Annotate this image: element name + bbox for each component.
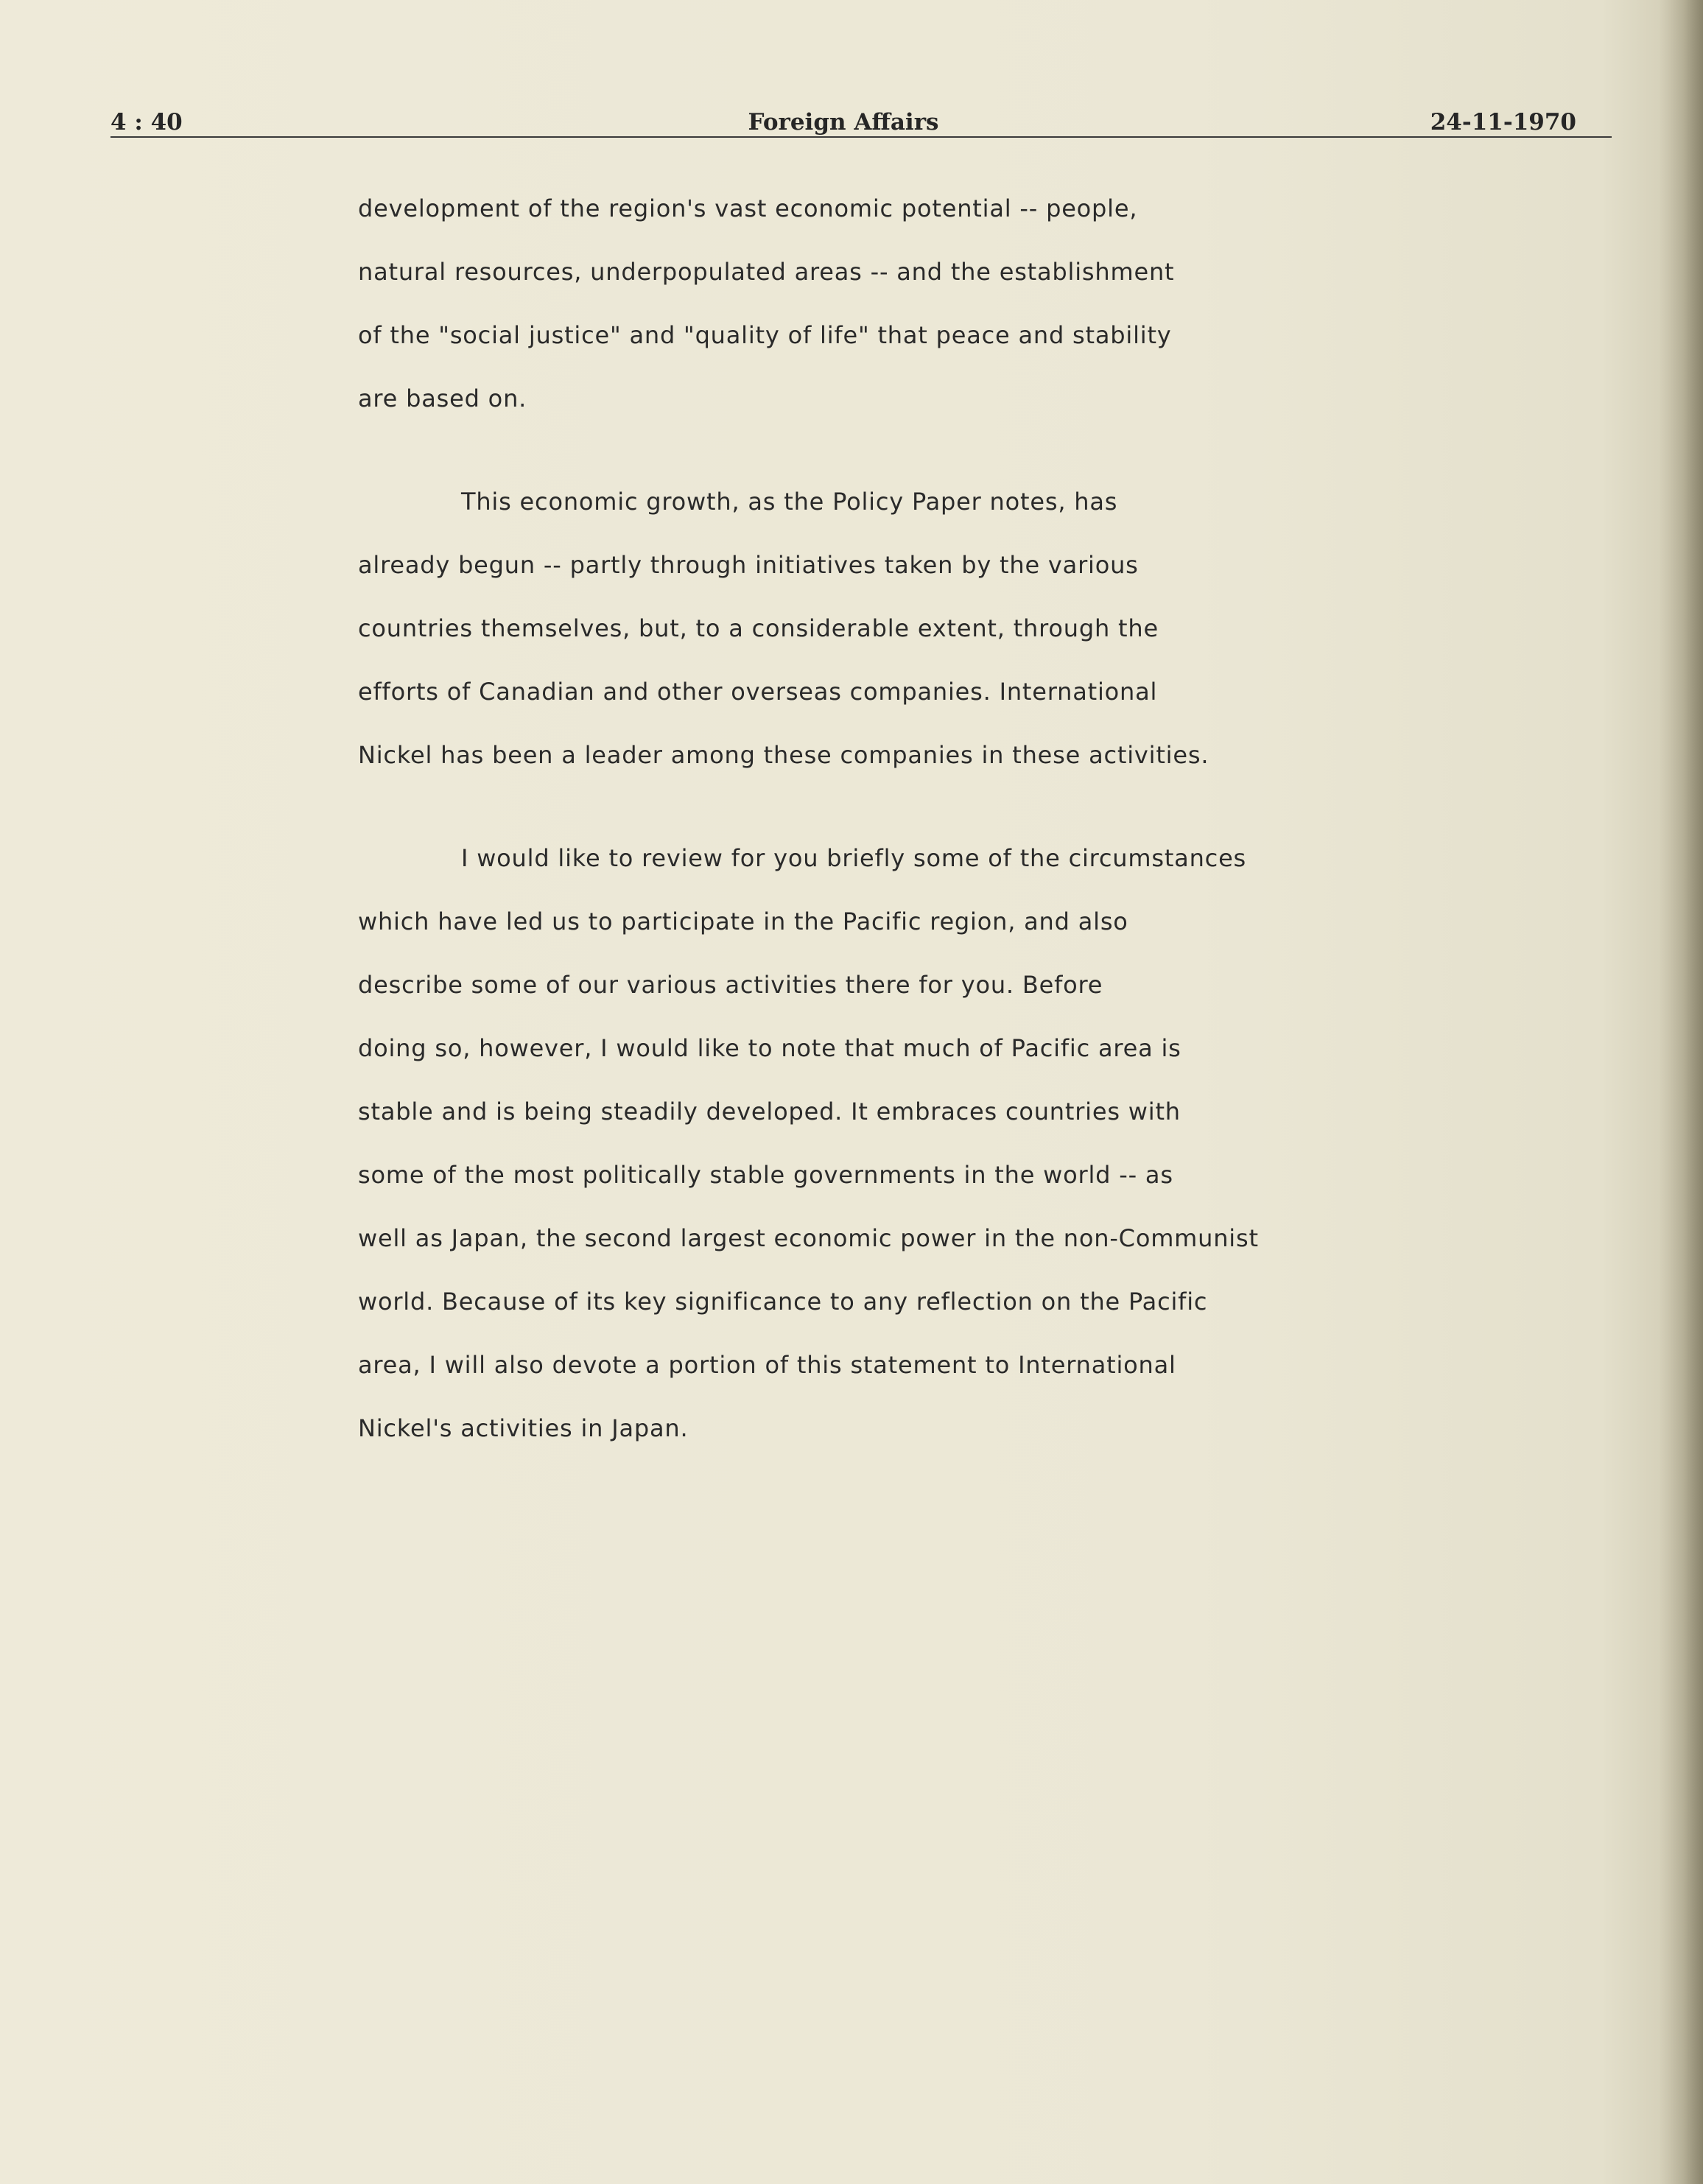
text-line: are based on. — [358, 385, 527, 412]
page-number: 4 : 40 — [110, 109, 183, 136]
page-edge-shadow — [1659, 0, 1703, 2184]
text-line: natural resources, underpopulated areas -- and the establishment — [358, 258, 1175, 286]
header-rule — [110, 136, 1612, 138]
text-line: doing so, however, I would like to note that much of Pacific area is — [358, 1034, 1181, 1062]
text-line: Nickel's activities in Japan. — [358, 1414, 689, 1442]
text-line: already begun -- partly through initiatives taken by the various — [358, 551, 1139, 579]
text-line: describe some of our various activities there for you. Before — [358, 971, 1103, 999]
publication-title: Foreign Affairs — [748, 109, 939, 136]
text-line: area, I will also devote a portion of this statement to International — [358, 1351, 1176, 1379]
paragraph-3 — [358, 840, 1389, 1473]
text-line: countries themselves, but, to a considerable extent, through the — [358, 614, 1159, 642]
paragraph-2 — [358, 483, 1389, 800]
text-line: some of the most politically stable governments in the world -- as — [358, 1161, 1173, 1189]
body-text — [358, 190, 1389, 1473]
text-line: This economic growth, as the Policy Paper notes, has — [461, 488, 1118, 516]
text-line: world. Because of its key significance to any reflection on the Pacific — [358, 1288, 1208, 1316]
text-line: efforts of Canadian and other overseas companies. International — [358, 678, 1158, 706]
text-line: which have led us to participate in the Pacific region, and also — [358, 907, 1128, 935]
text-line: well as Japan, the second largest economic power in the non-Communist — [358, 1224, 1259, 1252]
text-line: of the "social justice" and "quality of life" that peace and stability — [358, 321, 1172, 349]
text-line: stable and is being steadily developed. It embraces countries with — [358, 1098, 1181, 1126]
text-line: Nickel has been a leader among these companies in these activities. — [358, 741, 1209, 769]
text-line: development of the region's vast economic potential -- people, — [358, 194, 1138, 222]
paragraph-1 — [358, 190, 1389, 443]
text-line: I would like to review for you briefly some of the circumstances — [461, 844, 1247, 872]
page-date: 24-11-1970 — [1430, 109, 1576, 136]
paragraph-gap — [358, 800, 1389, 840]
paragraph-gap — [358, 443, 1389, 483]
